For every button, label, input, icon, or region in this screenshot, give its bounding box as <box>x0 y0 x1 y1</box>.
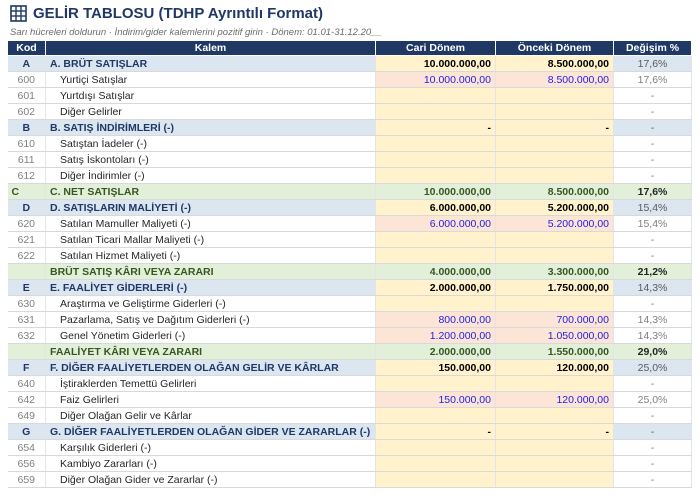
row-code: 620 <box>8 216 46 232</box>
income-statement-table <box>7 40 692 488</box>
previous-period-cell[interactable]: 8.500.000,00 <box>496 72 614 88</box>
row-label: Pazarlama, Satış ve Dağıtım Giderleri (-) <box>46 312 376 328</box>
section-row <box>8 360 692 376</box>
previous-period-cell[interactable] <box>496 376 614 392</box>
column-header-code: Kod <box>8 41 46 56</box>
row-code: 622 <box>8 248 46 264</box>
change-percent-cell: - <box>614 424 692 440</box>
current-period-cell[interactable]: 800.000,00 <box>376 312 496 328</box>
previous-period-cell[interactable] <box>496 440 614 456</box>
change-percent-cell: - <box>614 88 692 104</box>
current-period-cell: 150.000,00 <box>376 360 496 376</box>
row-label: Faiz Gelirleri <box>46 392 376 408</box>
change-percent-cell: - <box>614 120 692 136</box>
change-percent-cell: 14,3% <box>614 280 692 296</box>
row-code: E <box>8 280 46 296</box>
current-period-cell: - <box>376 120 496 136</box>
current-period-cell: 4.000.000,00 <box>376 264 496 280</box>
current-period-cell: 2.000.000,00 <box>376 280 496 296</box>
previous-period-cell[interactable]: 1.050.000,00 <box>496 328 614 344</box>
account-row <box>8 440 692 456</box>
change-percent-cell: - <box>614 248 692 264</box>
row-label: Diğer Olağan Gider ve Zararlar (-) <box>46 472 376 488</box>
account-row <box>8 88 692 104</box>
subtotal-row <box>8 344 692 360</box>
previous-period-cell[interactable]: 700.000,00 <box>496 312 614 328</box>
previous-period-cell[interactable]: 120.000,00 <box>496 392 614 408</box>
account-row <box>8 408 692 424</box>
current-period-cell[interactable] <box>376 152 496 168</box>
row-code: 612 <box>8 168 46 184</box>
change-percent-cell: - <box>614 168 692 184</box>
row-label: Diğer Olağan Gelir ve Kârlar <box>46 408 376 424</box>
current-period-cell[interactable] <box>376 376 496 392</box>
row-label: Araştırma ve Geliştirme Giderleri (-) <box>46 296 376 312</box>
row-label: C. NET SATIŞLAR <box>46 184 376 200</box>
account-row <box>8 104 692 120</box>
current-period-cell: 2.000.000,00 <box>376 344 496 360</box>
row-code: F <box>8 360 46 376</box>
account-row <box>8 248 692 264</box>
row-code: 654 <box>8 440 46 456</box>
row-code: C <box>8 184 46 200</box>
row-label: Diğer İndirimler (-) <box>46 168 376 184</box>
change-percent-cell: - <box>614 472 692 488</box>
current-period-cell[interactable]: 150.000,00 <box>376 392 496 408</box>
change-percent-cell: - <box>614 376 692 392</box>
account-row <box>8 168 692 184</box>
previous-period-cell: 3.300.000,00 <box>496 264 614 280</box>
row-code: 649 <box>8 408 46 424</box>
row-code: B <box>8 120 46 136</box>
current-period-cell: 6.000.000,00 <box>376 200 496 216</box>
previous-period-cell[interactable] <box>496 168 614 184</box>
row-code <box>8 264 46 280</box>
current-period-cell[interactable] <box>376 408 496 424</box>
change-percent-cell: - <box>614 456 692 472</box>
page-title: GELİR TABLOSU (TDHP Ayrıntılı Format) <box>33 5 324 22</box>
account-row <box>8 72 692 88</box>
row-code: 602 <box>8 104 46 120</box>
row-label: E. FAALİYET GİDERLERİ (-) <box>46 280 376 296</box>
current-period-cell[interactable] <box>376 296 496 312</box>
account-row <box>8 392 692 408</box>
row-label: B. SATIŞ İNDİRİMLERİ (-) <box>46 120 376 136</box>
row-label: A. BRÜT SATIŞLAR <box>46 56 376 72</box>
account-row <box>8 328 692 344</box>
previous-period-cell: - <box>496 120 614 136</box>
change-percent-cell: 17,6% <box>614 72 692 88</box>
row-label: Satış İskontoları (-) <box>46 152 376 168</box>
account-row <box>8 472 692 488</box>
account-row <box>8 456 692 472</box>
current-period-cell[interactable] <box>376 248 496 264</box>
row-label: F. DİĞER FAALİYETLERDEN OLAĞAN GELİR VE KÂRLAR <box>46 360 376 376</box>
row-label: Satılan Ticari Mallar Maliyeti (-) <box>46 232 376 248</box>
row-code: 630 <box>8 296 46 312</box>
account-row <box>8 152 692 168</box>
column-header-current-period: Cari Dönem <box>376 41 496 56</box>
previous-period-cell: 8.500.000,00 <box>496 184 614 200</box>
row-code: 632 <box>8 328 46 344</box>
previous-period-cell: 120.000,00 <box>496 360 614 376</box>
subtotal-row <box>8 184 692 200</box>
sheet-header <box>0 0 700 27</box>
row-label: Yurtiçi Satışlar <box>46 72 376 88</box>
account-row <box>8 216 692 232</box>
current-period-cell[interactable] <box>376 168 496 184</box>
change-percent-cell: - <box>614 440 692 456</box>
change-percent-cell: - <box>614 296 692 312</box>
previous-period-cell[interactable] <box>496 472 614 488</box>
change-percent-cell: 21,2% <box>614 264 692 280</box>
row-code: 656 <box>8 456 46 472</box>
current-period-cell[interactable] <box>376 88 496 104</box>
change-percent-cell: 25,0% <box>614 392 692 408</box>
row-code <box>8 344 46 360</box>
row-code: 640 <box>8 376 46 392</box>
row-label: D. SATIŞLARIN MALİYETİ (-) <box>46 200 376 216</box>
current-period-cell: 10.000.000,00 <box>376 184 496 200</box>
change-percent-cell: - <box>614 408 692 424</box>
change-percent-cell: 14,3% <box>614 328 692 344</box>
account-row <box>8 376 692 392</box>
section-row <box>8 120 692 136</box>
previous-period-cell: 1.550.000,00 <box>496 344 614 360</box>
row-label: İştiraklerden Temettü Gelirleri <box>46 376 376 392</box>
previous-period-cell[interactable] <box>496 456 614 472</box>
previous-period-cell[interactable] <box>496 104 614 120</box>
current-period-cell[interactable] <box>376 440 496 456</box>
current-period-cell[interactable] <box>376 232 496 248</box>
change-percent-cell: 15,4% <box>614 200 692 216</box>
account-row <box>8 232 692 248</box>
row-code: G <box>8 424 46 440</box>
change-percent-cell: 29,0% <box>614 344 692 360</box>
current-period-cell[interactable] <box>376 456 496 472</box>
change-percent-cell: 25,0% <box>614 360 692 376</box>
change-percent-cell: 17,6% <box>614 184 692 200</box>
previous-period-cell: 5.200.000,00 <box>496 200 614 216</box>
section-row <box>8 200 692 216</box>
section-row <box>8 280 692 296</box>
row-code: D <box>8 200 46 216</box>
row-label: Yurtdışı Satışlar <box>46 88 376 104</box>
column-header-change-percent: Değişim % <box>614 41 692 56</box>
previous-period-cell[interactable] <box>496 296 614 312</box>
previous-period-cell: 8.500.000,00 <box>496 56 614 72</box>
previous-period-cell[interactable] <box>496 152 614 168</box>
current-period-cell[interactable]: 10.000.000,00 <box>376 72 496 88</box>
current-period-cell[interactable]: 6.000.000,00 <box>376 216 496 232</box>
change-percent-cell: - <box>614 152 692 168</box>
previous-period-cell[interactable] <box>496 88 614 104</box>
current-period-cell: - <box>376 424 496 440</box>
table-icon <box>10 5 27 22</box>
row-code: 659 <box>8 472 46 488</box>
row-label: Satıştan İadeler (-) <box>46 136 376 152</box>
current-period-cell[interactable] <box>376 472 496 488</box>
row-code: 601 <box>8 88 46 104</box>
previous-period-cell: 1.750.000,00 <box>496 280 614 296</box>
account-row <box>8 312 692 328</box>
subtotal-row <box>8 264 692 280</box>
instructions-subtitle: Sarı hücreleri doldurun · İndirim/gider kalemlerini pozitif girin · Dönem: 01.01-31.12.20__ <box>10 27 382 38</box>
row-code: 642 <box>8 392 46 408</box>
change-percent-cell: - <box>614 232 692 248</box>
row-label: Diğer Gelirler <box>46 104 376 120</box>
column-header-previous-period: Önceki Dönem <box>496 41 614 56</box>
current-period-cell[interactable] <box>376 136 496 152</box>
previous-period-cell[interactable] <box>496 136 614 152</box>
change-percent-cell: - <box>614 136 692 152</box>
previous-period-cell[interactable] <box>496 248 614 264</box>
row-label: Kambiyo Zararları (-) <box>46 456 376 472</box>
row-label: Satılan Mamuller Maliyeti (-) <box>46 216 376 232</box>
current-period-cell[interactable] <box>376 104 496 120</box>
account-row <box>8 136 692 152</box>
section-row <box>8 424 692 440</box>
row-code: A <box>8 56 46 72</box>
previous-period-cell: - <box>496 424 614 440</box>
row-label: G. DİĞER FAALİYETLERDEN OLAĞAN GİDER VE ZARARLAR (-) <box>46 424 376 440</box>
row-label: Satılan Hizmet Maliyeti (-) <box>46 248 376 264</box>
row-label: FAALİYET KÂRI VEYA ZARARI <box>46 344 376 360</box>
change-percent-cell: 14,3% <box>614 312 692 328</box>
current-period-cell[interactable]: 1.200.000,00 <box>376 328 496 344</box>
row-code: 611 <box>8 152 46 168</box>
row-code: 631 <box>8 312 46 328</box>
column-header-item: Kalem <box>46 41 376 56</box>
previous-period-cell[interactable]: 5.200.000,00 <box>496 216 614 232</box>
row-code: 621 <box>8 232 46 248</box>
previous-period-cell[interactable] <box>496 408 614 424</box>
row-label: Karşılık Giderleri (-) <box>46 440 376 456</box>
change-percent-cell: 17,6% <box>614 56 692 72</box>
account-row <box>8 296 692 312</box>
current-period-cell: 10.000.000,00 <box>376 56 496 72</box>
previous-period-cell[interactable] <box>496 232 614 248</box>
section-row <box>8 56 692 72</box>
row-label: BRÜT SATIŞ KÂRI VEYA ZARARI <box>46 264 376 280</box>
table-header-row <box>8 41 692 56</box>
row-code: 610 <box>8 136 46 152</box>
change-percent-cell: - <box>614 104 692 120</box>
row-label: Genel Yönetim Giderleri (-) <box>46 328 376 344</box>
change-percent-cell: 15,4% <box>614 216 692 232</box>
row-code: 600 <box>8 72 46 88</box>
